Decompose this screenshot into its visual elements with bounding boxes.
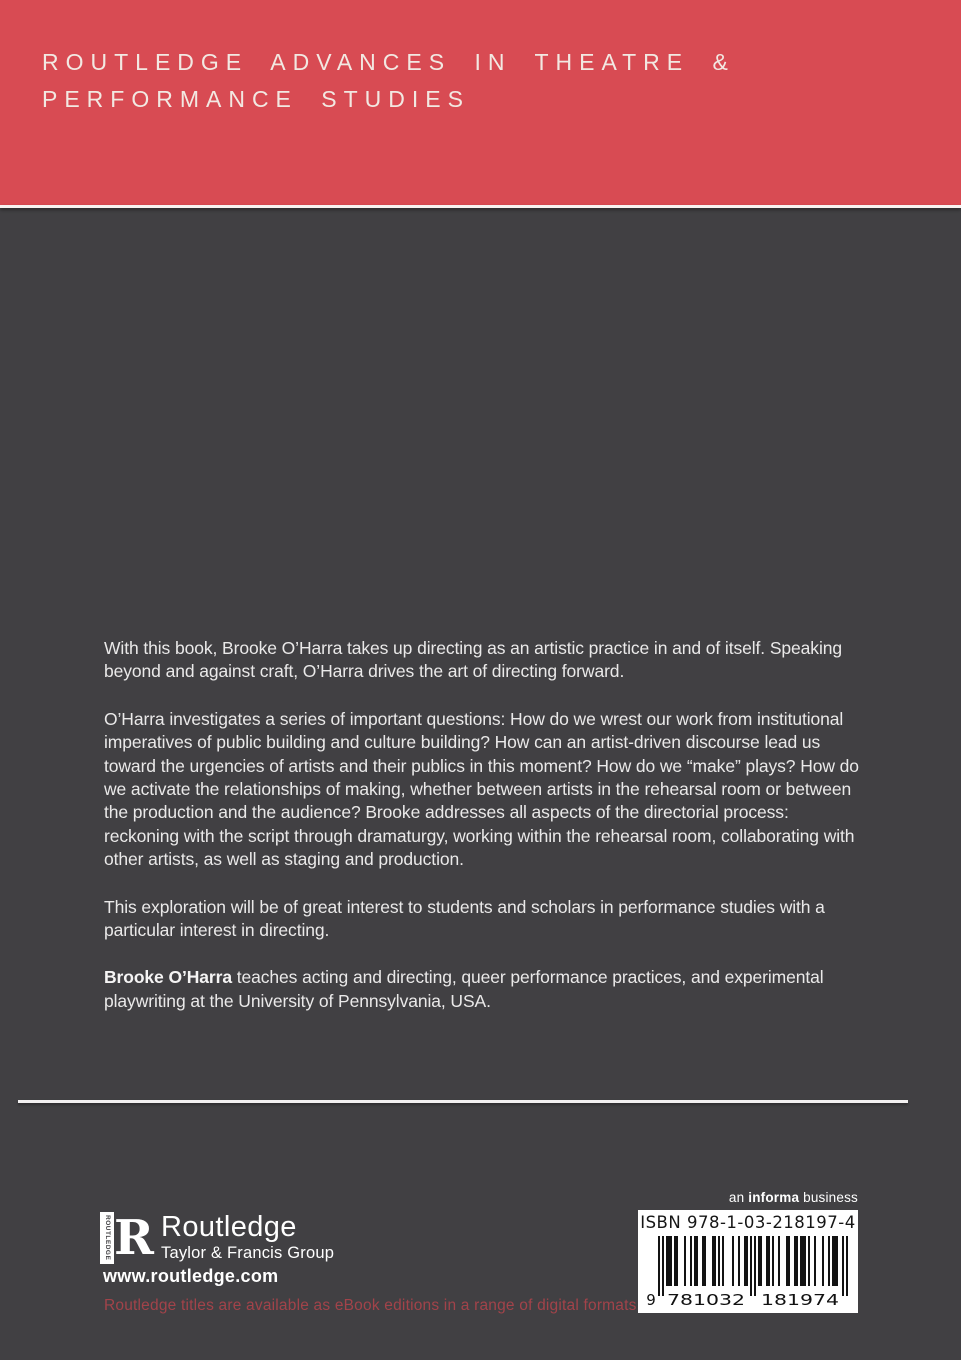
routledge-logo (100, 1212, 334, 1264)
blurb-paragraph-3: This exploration will be of great interest to students and scholars in performance studies with a particular interest in directing. (104, 896, 825, 941)
series-band (0, 0, 961, 205)
informa-post: business (799, 1190, 858, 1205)
band-divider-line (0, 205, 961, 208)
series-title (42, 44, 922, 118)
routledge-r-icon: R (114, 1210, 154, 1266)
ebook-availability-note: Routledge titles are available as eBook editions in a range of digital formats (104, 1297, 637, 1314)
routledge-logo-text (161, 1212, 334, 1263)
svg-text:181974: 181974 (761, 1291, 839, 1309)
footer-divider-line (18, 1100, 908, 1103)
publisher-website: www.routledge.com (103, 1266, 279, 1286)
routledge-logo-vertical-text: ROUTLEDGE (100, 1212, 114, 1264)
blurb-paragraph-1: With this book, Brooke O’Harra takes up directing as an artistic practice in and of itself. Speaking beyond and against craft, O’Harra drives the art of directing forward. (104, 638, 842, 682)
svg-text:9: 9 (646, 1291, 656, 1309)
informa-pre: an (728, 1190, 749, 1205)
publisher-group: Taylor & Francis Group (161, 1244, 335, 1262)
isbn-barcode-panel (638, 1210, 858, 1313)
series-title-line1: ROUTLEDGE ADVANCES IN THEATRE & (42, 49, 735, 75)
blurb-paragraph-2: O’Harra investigates a series of important questions: How do we wrest our work from institutional imperatives of public building and culture building? How can an artist-driven discourse lead us toward the urgencies of artists and their publics in this moment? How do we “make” plays? How do we activate the relationships of making, whether between artists in the rehearsal room or between the production and the audience? Brooke addresses all aspects of the directorial process: reckoning with the script through dramaturgy, working within the rehearsal room, collaborating with other artists, as well as staging and production. (104, 708, 859, 870)
isbn-label: ISBN 978-1-03-218197-4 (640, 1213, 856, 1232)
author-bio: teaches acting and directing, queer performance practices, and experimental playwriting at the University of Pennsylvania, USA. (104, 967, 824, 1011)
publisher-name: Routledge (161, 1211, 297, 1243)
back-cover-blurb (104, 637, 860, 1037)
blurb-paragraph-4 (104, 966, 860, 1013)
informa-tagline (638, 1190, 858, 1205)
ean13-barcode (646, 1236, 850, 1310)
series-title-line2: PERFORMANCE STUDIES (42, 86, 470, 112)
author-name: Brooke O’Harra (104, 967, 232, 988)
informa-brand: informa (748, 1190, 800, 1205)
svg-text:781032: 781032 (667, 1291, 745, 1309)
